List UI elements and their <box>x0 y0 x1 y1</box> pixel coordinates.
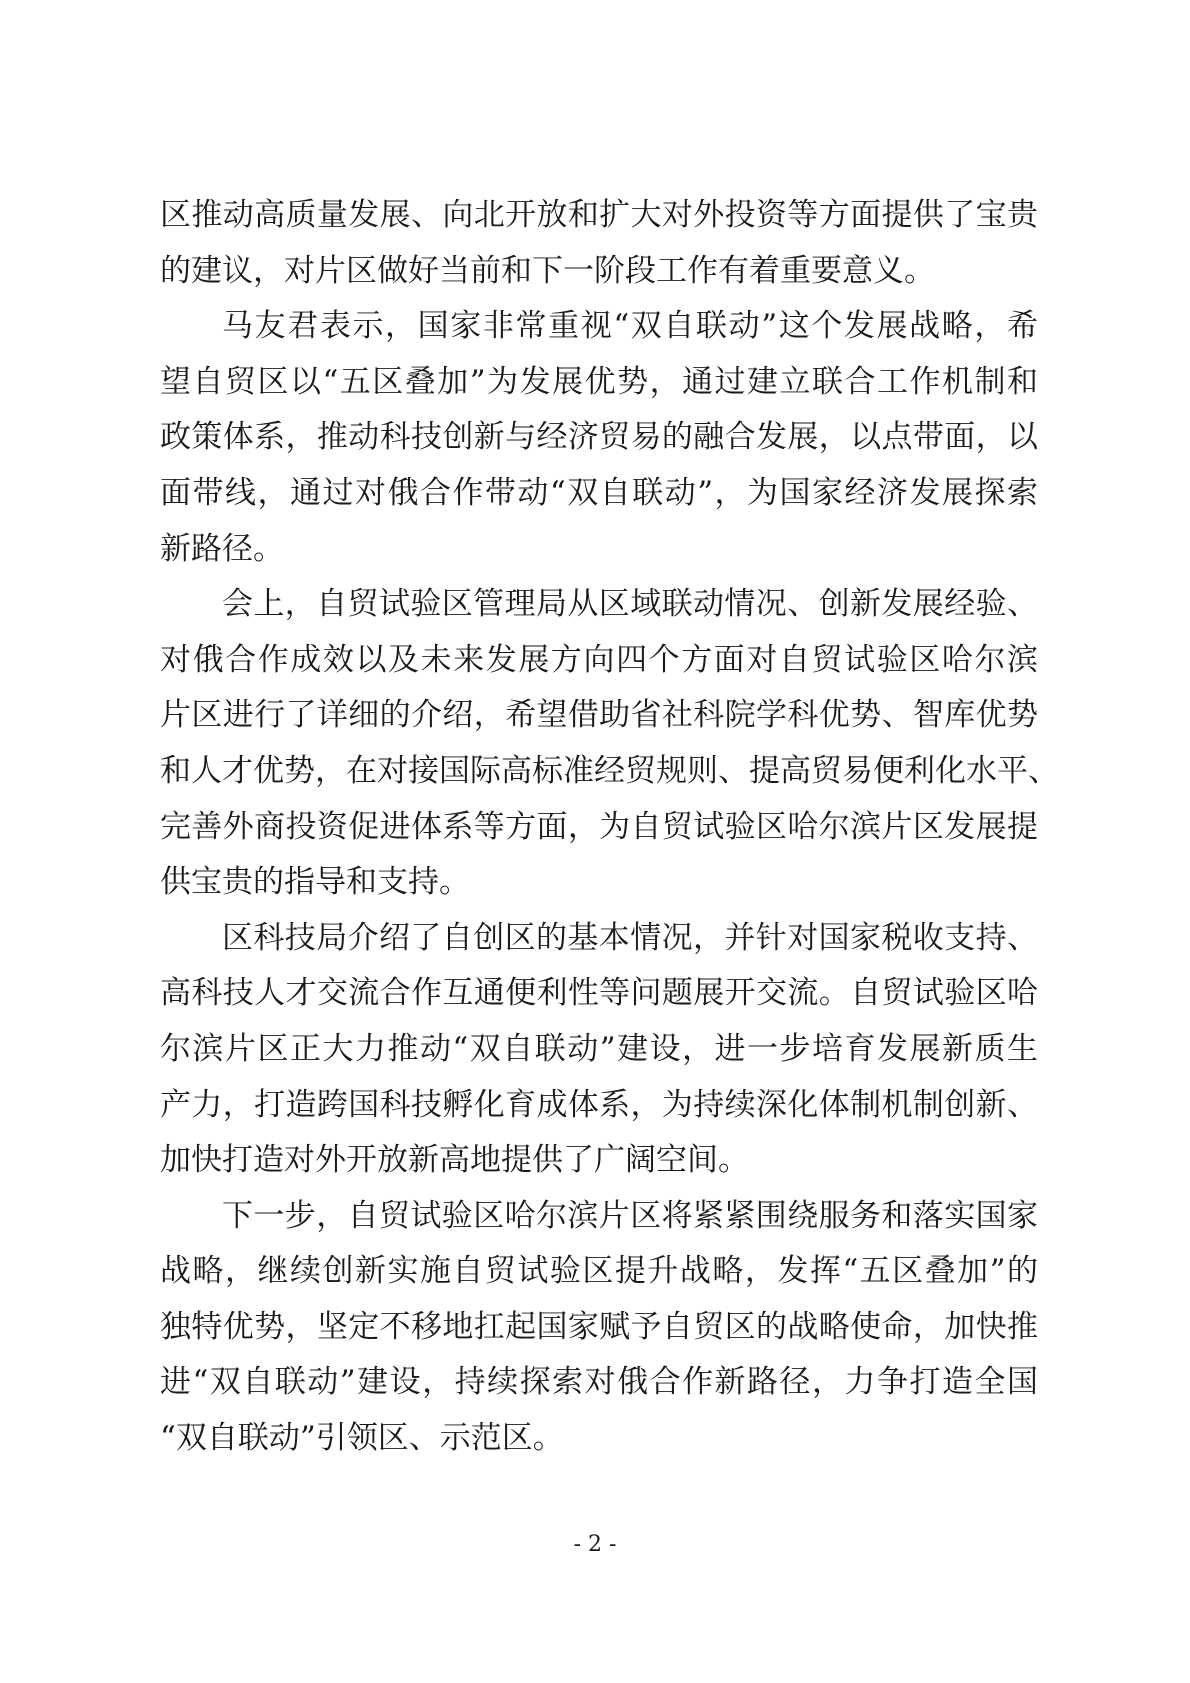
text-line: 会上，自贸试验区管理局从区域联动情况、创新发展经验、 <box>222 586 1038 623</box>
text-line: 的建议，对片区做好当前和下一阶段工作有着重要意义。 <box>160 252 935 289</box>
text-line: 区科技局介绍了自创区的基本情况，并针对国家税收支持、 <box>222 919 1038 956</box>
text-line: 下一步，自贸试验区哈尔滨片区将紧紧围绕服务和落实国家 <box>222 1197 1038 1234</box>
text-line: 政策体系，推动科技创新与经济贸易的融合发展，以点带面，以 <box>160 419 1038 456</box>
text-line: 对俄合作成效以及未来发展方向四个方面对自贸试验区哈尔滨 <box>160 641 1038 678</box>
text-line: 尔滨片区正大力推动“双自联动”建设，进一步培育发展新质生 <box>160 1030 1038 1067</box>
text-line: 马友君表示，国家非常重视“双自联动”这个发展战略，希 <box>222 308 1038 345</box>
text-line: 面带线，通过对俄合作带动“双自联动”，为国家经济发展探索 <box>160 474 1038 511</box>
body-text <box>160 188 1059 1467</box>
text-line: 和人才优势，在对接国际高标准经贸规则、提高贸易便利化水平、 <box>160 752 1059 789</box>
text-line: “双自联动”引领区、示范区。 <box>160 1420 564 1457</box>
text-line: 供宝贵的指导和支持。 <box>160 864 470 901</box>
text-line: 完善外商投资促进体系等方面，为自贸试验区哈尔滨片区发展提 <box>160 808 1038 845</box>
text-line: 高科技人才交流合作互通便利性等问题展开交流。自贸试验区哈 <box>160 975 1038 1012</box>
text-line: 片区进行了详细的介绍，希望借助省社科院学科优势、智库优势 <box>160 697 1038 734</box>
text-line: 区推动高质量发展、向北开放和扩大对外投资等方面提供了宝贵 <box>160 197 1038 233</box>
text-line: 新路径。 <box>160 530 284 567</box>
text-line: 产力，打造跨国科技孵化育成体系，为持续深化体制机制创新、 <box>160 1086 1038 1123</box>
text-line: 望自贸区以“五区叠加”为发展优势，通过建立联合工作机制和 <box>160 363 1038 400</box>
text-line: 加快打造对外开放新高地提供了广阔空间。 <box>160 1142 749 1179</box>
text-line: 进“双自联动”建设，持续探索对俄合作新路径，力争打造全国 <box>160 1364 1038 1401</box>
page-number: - 2 - <box>573 1532 617 1557</box>
text-line: 独特优势，坚定不移地扛起国家赋予自贸区的战略使命，加快推 <box>160 1308 1038 1345</box>
text-line: 战略，继续创新实施自贸试验区提升战略，发挥“五区叠加”的 <box>160 1253 1038 1290</box>
